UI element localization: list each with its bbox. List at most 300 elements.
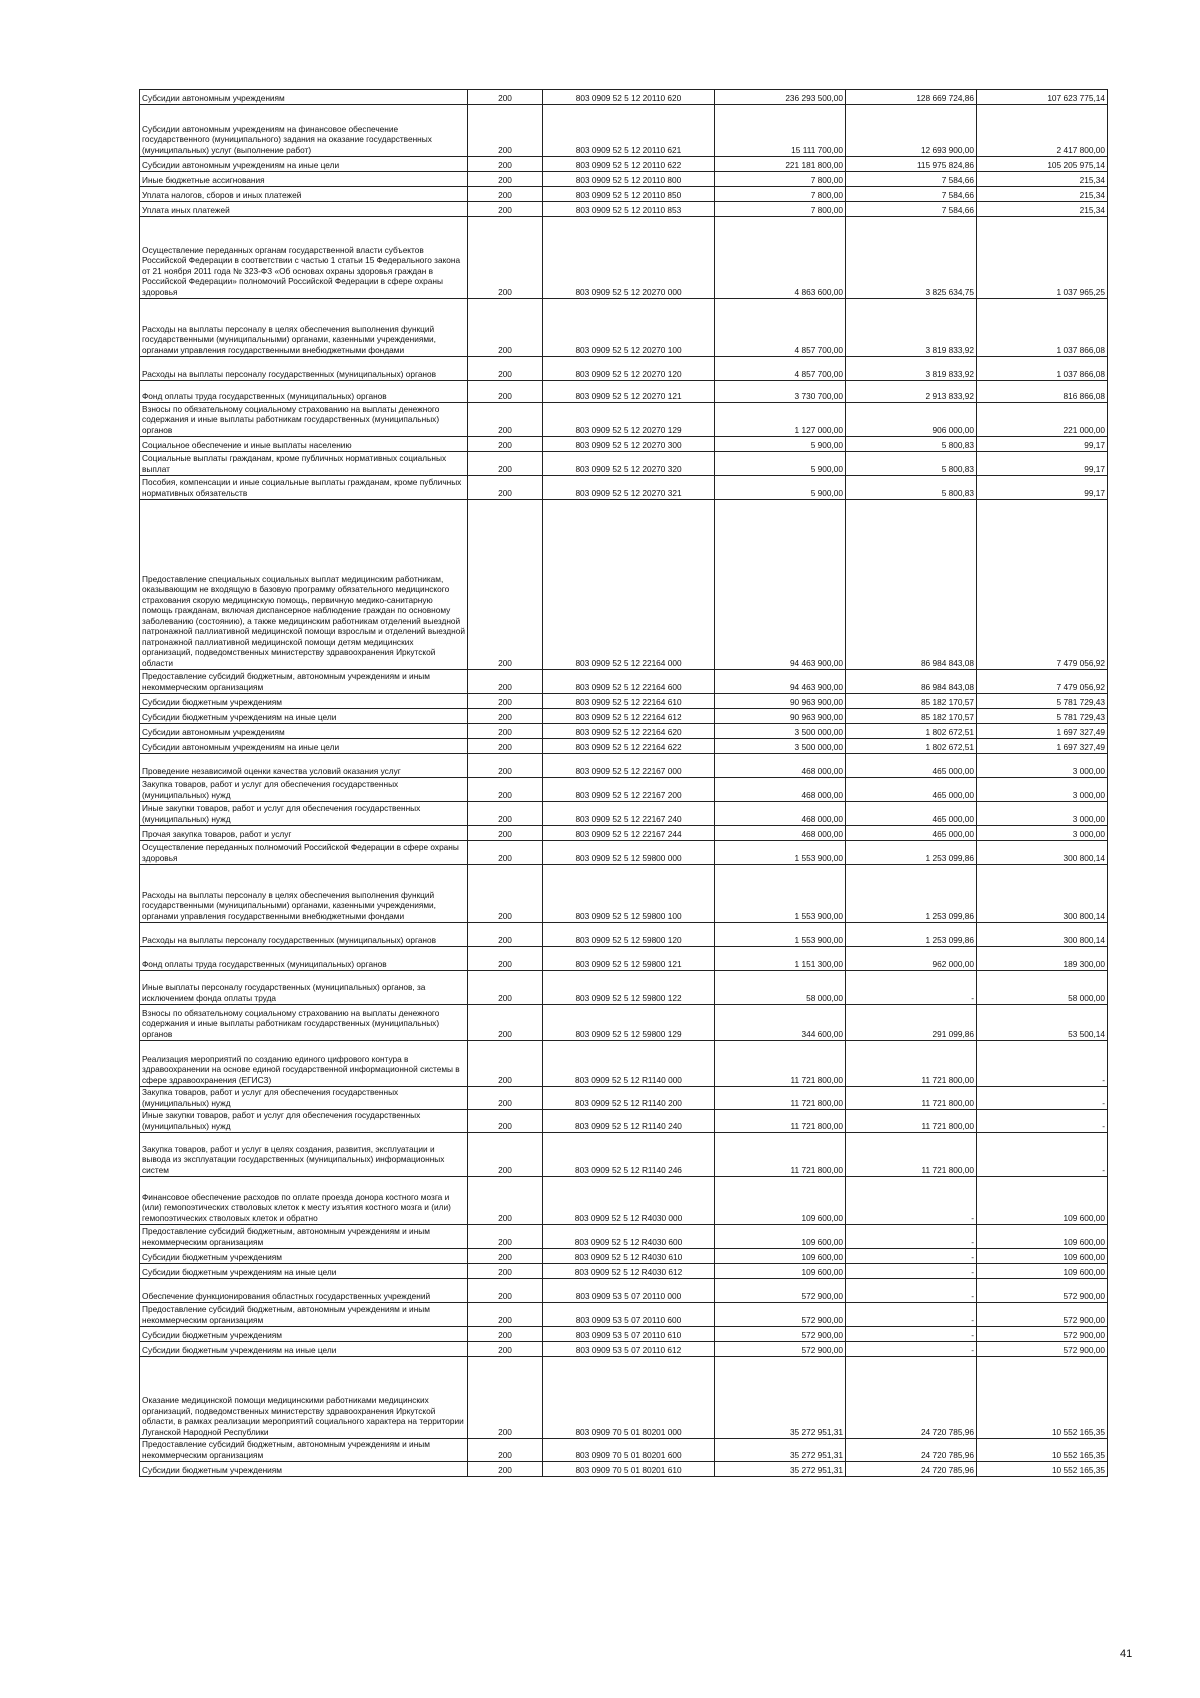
- row-unexecuted-amount-cell: 816 866,08: [977, 381, 1108, 403]
- row-name-cell: Уплата налогов, сборов и иных платежей: [140, 187, 468, 202]
- row-name-cell: Субсидии автономным учреждениям на финансовое обеспечение государственного (муниципального) задания на оказание государственных (муниципальных) услуг (выполнение работ): [140, 105, 468, 157]
- row-classification-code-cell: 803 0909 52 5 12 22167 000: [543, 754, 715, 778]
- row-approved-amount-cell: 7 800,00: [715, 172, 846, 187]
- table-row: [140, 1133, 1108, 1177]
- row-approved-amount-cell: 221 181 800,00: [715, 157, 846, 172]
- row-unexecuted-amount-cell: 1 037 866,08: [977, 357, 1108, 381]
- row-executed-amount-cell: 85 182 170,57: [846, 709, 977, 724]
- row-code-cell: 200: [468, 500, 543, 670]
- row-code-cell: 200: [468, 1041, 543, 1087]
- row-executed-amount-cell: -: [846, 971, 977, 1005]
- row-code-cell: 200: [468, 476, 543, 500]
- row-unexecuted-amount-cell: 1 697 327,49: [977, 739, 1108, 754]
- table-row: [140, 865, 1108, 923]
- row-approved-amount-cell: 468 000,00: [715, 802, 846, 826]
- row-classification-code-cell: 803 0909 52 5 12 22164 620: [543, 724, 715, 739]
- row-code-cell: 200: [468, 1303, 543, 1327]
- row-name-cell: Субсидии автономным учреждениям на иные цели: [140, 157, 468, 172]
- row-classification-code-cell: 803 0909 52 5 12 22164 600: [543, 670, 715, 694]
- row-code-cell: 200: [468, 1133, 543, 1177]
- row-executed-amount-cell: 7 584,66: [846, 202, 977, 217]
- row-executed-amount-cell: 465 000,00: [846, 826, 977, 841]
- table-row: [140, 1177, 1108, 1225]
- row-executed-amount-cell: 24 720 785,96: [846, 1357, 977, 1439]
- table-row: [140, 1279, 1108, 1303]
- row-code-cell: 200: [468, 1462, 543, 1477]
- row-classification-code-cell: 803 0909 52 5 12 20270 121: [543, 381, 715, 403]
- row-classification-code-cell: 803 0909 52 5 12 R1140 000: [543, 1041, 715, 1087]
- row-classification-code-cell: 803 0909 52 5 12 20110 620: [543, 90, 715, 105]
- row-classification-code-cell: 803 0909 52 5 12 22164 612: [543, 709, 715, 724]
- row-name-cell: Иные закупки товаров, работ и услуг для обеспечения государственных (муниципальных) нужд: [140, 802, 468, 826]
- row-classification-code-cell: 803 0909 70 5 01 80201 610: [543, 1462, 715, 1477]
- table-row: [140, 157, 1108, 172]
- table-row: [140, 381, 1108, 403]
- row-classification-code-cell: 803 0909 53 5 07 20110 612: [543, 1342, 715, 1357]
- table-row: [140, 403, 1108, 437]
- table-row: [140, 1264, 1108, 1279]
- row-executed-amount-cell: 1 253 099,86: [846, 841, 977, 865]
- row-approved-amount-cell: 109 600,00: [715, 1177, 846, 1225]
- row-code-cell: 200: [468, 172, 543, 187]
- budget-execution-table: [139, 89, 1108, 1477]
- row-approved-amount-cell: 109 600,00: [715, 1225, 846, 1249]
- row-approved-amount-cell: 3 730 700,00: [715, 381, 846, 403]
- row-code-cell: 200: [468, 202, 543, 217]
- table-row: [140, 754, 1108, 778]
- row-unexecuted-amount-cell: 3 000,00: [977, 778, 1108, 802]
- row-code-cell: 200: [468, 452, 543, 476]
- row-classification-code-cell: 803 0909 52 5 12 20110 622: [543, 157, 715, 172]
- row-unexecuted-amount-cell: 109 600,00: [977, 1249, 1108, 1264]
- page-number: 41: [1120, 1648, 1133, 1660]
- row-approved-amount-cell: 90 963 900,00: [715, 709, 846, 724]
- row-approved-amount-cell: 5 900,00: [715, 452, 846, 476]
- row-classification-code-cell: 803 0909 52 5 12 20270 000: [543, 217, 715, 299]
- row-approved-amount-cell: 4 863 600,00: [715, 217, 846, 299]
- table-row: [140, 500, 1108, 670]
- row-executed-amount-cell: 5 800,83: [846, 476, 977, 500]
- row-unexecuted-amount-cell: -: [977, 1133, 1108, 1177]
- row-name-cell: Расходы на выплаты персоналу государственных (муниципальных) органов: [140, 923, 468, 947]
- row-unexecuted-amount-cell: 109 600,00: [977, 1225, 1108, 1249]
- row-unexecuted-amount-cell: 189 300,00: [977, 947, 1108, 971]
- row-unexecuted-amount-cell: 1 037 866,08: [977, 299, 1108, 357]
- row-name-cell: Субсидии бюджетным учреждениям: [140, 1249, 468, 1264]
- row-unexecuted-amount-cell: 109 600,00: [977, 1264, 1108, 1279]
- row-executed-amount-cell: 86 984 843,08: [846, 500, 977, 670]
- row-executed-amount-cell: 465 000,00: [846, 754, 977, 778]
- row-name-cell: Финансовое обеспечение расходов по оплате проезда донора костного мозга и (или) гемопоэтических стволовых клеток к месту изъятия костного мозга и (или) гемопоэтических стволовых клеток и обратно: [140, 1177, 468, 1225]
- row-classification-code-cell: 803 0909 52 5 12 22167 240: [543, 802, 715, 826]
- row-name-cell: Фонд оплаты труда государственных (муниципальных) органов: [140, 947, 468, 971]
- row-executed-amount-cell: 906 000,00: [846, 403, 977, 437]
- table-row: [140, 1041, 1108, 1087]
- row-classification-code-cell: 803 0909 52 5 12 R4030 600: [543, 1225, 715, 1249]
- row-approved-amount-cell: 344 600,00: [715, 1005, 846, 1041]
- row-approved-amount-cell: 572 900,00: [715, 1279, 846, 1303]
- row-code-cell: 200: [468, 670, 543, 694]
- row-code-cell: 200: [468, 724, 543, 739]
- row-name-cell: Субсидии автономным учреждениям: [140, 724, 468, 739]
- table-row: [140, 1005, 1108, 1041]
- row-unexecuted-amount-cell: 99,17: [977, 476, 1108, 500]
- table-row: [140, 1303, 1108, 1327]
- row-approved-amount-cell: 109 600,00: [715, 1264, 846, 1279]
- row-approved-amount-cell: 572 900,00: [715, 1342, 846, 1357]
- row-code-cell: 200: [468, 403, 543, 437]
- row-classification-code-cell: 803 0909 70 5 01 80201 600: [543, 1439, 715, 1462]
- row-classification-code-cell: 803 0909 52 5 12 R4030 000: [543, 1177, 715, 1225]
- row-approved-amount-cell: 4 857 700,00: [715, 299, 846, 357]
- row-name-cell: Осуществление переданных полномочий Российской Федерации в сфере охраны здоровья: [140, 841, 468, 865]
- row-code-cell: 200: [468, 1005, 543, 1041]
- row-code-cell: 200: [468, 437, 543, 452]
- row-classification-code-cell: 803 0909 52 5 12 20270 320: [543, 452, 715, 476]
- row-code-cell: 200: [468, 694, 543, 709]
- row-code-cell: 200: [468, 157, 543, 172]
- row-name-cell: Осуществление переданных органам государственной власти субъектов Российской Федерации в соответствии с частью 1 статьи 15 Федерального закона от 21 ноября 2011 года № 323-ФЗ «Об основах охраны здоровья граждан в Российской Федерации» полномочий Российской Федерации в сфере охраны здоровья: [140, 217, 468, 299]
- row-classification-code-cell: 803 0909 52 5 12 R4030 612: [543, 1264, 715, 1279]
- row-unexecuted-amount-cell: 572 900,00: [977, 1303, 1108, 1327]
- row-code-cell: 200: [468, 1279, 543, 1303]
- row-unexecuted-amount-cell: 109 600,00: [977, 1177, 1108, 1225]
- row-approved-amount-cell: 572 900,00: [715, 1327, 846, 1342]
- row-executed-amount-cell: -: [846, 1225, 977, 1249]
- row-approved-amount-cell: 58 000,00: [715, 971, 846, 1005]
- table-row: [140, 709, 1108, 724]
- table-row: [140, 826, 1108, 841]
- row-name-cell: Иные выплаты персоналу государственных (муниципальных) органов, за исключением фонда оплаты труда: [140, 971, 468, 1005]
- row-name-cell: Оказание медицинской помощи медицинскими работниками медицинских организаций, подведомственных министерству здравоохранения Иркутской области, в рамках реализации мероприятий социального характера на территории Луганской Народной Республики: [140, 1357, 468, 1439]
- row-code-cell: 200: [468, 381, 543, 403]
- row-executed-amount-cell: 5 800,83: [846, 437, 977, 452]
- row-unexecuted-amount-cell: -: [977, 1041, 1108, 1087]
- row-executed-amount-cell: 24 720 785,96: [846, 1462, 977, 1477]
- row-unexecuted-amount-cell: 572 900,00: [977, 1279, 1108, 1303]
- table-row: [140, 299, 1108, 357]
- row-code-cell: 200: [468, 1327, 543, 1342]
- row-classification-code-cell: 803 0909 52 5 12 R1140 200: [543, 1087, 715, 1110]
- row-code-cell: 200: [468, 947, 543, 971]
- row-executed-amount-cell: -: [846, 1327, 977, 1342]
- row-name-cell: Закупка товаров, работ и услуг для обеспечения государственных (муниципальных) нужд: [140, 778, 468, 802]
- row-name-cell: Реализация мероприятий по созданию единого цифрового контура в здравоохранении на основе единой государственной информационной системы в сфере здравоохранения (ЕГИСЗ): [140, 1041, 468, 1087]
- row-name-cell: Проведение независимой оценки качества условий оказания услуг: [140, 754, 468, 778]
- row-unexecuted-amount-cell: 2 417 800,00: [977, 105, 1108, 157]
- table-row: [140, 1357, 1108, 1439]
- row-executed-amount-cell: 291 099,86: [846, 1005, 977, 1041]
- row-classification-code-cell: 803 0909 52 5 12 59800 122: [543, 971, 715, 1005]
- row-classification-code-cell: 803 0909 52 5 12 59800 120: [543, 923, 715, 947]
- table-row: [140, 1439, 1108, 1462]
- row-code-cell: 200: [468, 1087, 543, 1110]
- row-executed-amount-cell: 3 819 833,92: [846, 299, 977, 357]
- table-row: [140, 778, 1108, 802]
- row-unexecuted-amount-cell: 1 037 965,25: [977, 217, 1108, 299]
- row-approved-amount-cell: 94 463 900,00: [715, 670, 846, 694]
- table-row: [140, 217, 1108, 299]
- row-approved-amount-cell: 1 151 300,00: [715, 947, 846, 971]
- row-approved-amount-cell: 4 857 700,00: [715, 357, 846, 381]
- row-executed-amount-cell: -: [846, 1303, 977, 1327]
- table-row: [140, 1249, 1108, 1264]
- row-name-cell: Предоставление специальных социальных выплат медицинским работникам, оказывающим не входящую в базовую программу обязательного медицинского страхования скорую медицинскую помощь, первичную медико-санитарную помощь гражданам, включая диспансерное наблюдение граждан по основному заболеванию (состоянию), а также медицинским работникам отделений выездной патронажной паллиативной медицинской помощи взрослым и отделений выездной патронажной паллиативной медицинской помощи детям медицинских организаций, подведомственных министерству здравоохранения Иркутской области: [140, 500, 468, 670]
- row-name-cell: Закупка товаров, работ и услуг в целях создания, развития, эксплуатации и вывода из эксплуатации государственных (муниципальных) информационных систем: [140, 1133, 468, 1177]
- row-name-cell: Субсидии бюджетным учреждениям на иные цели: [140, 1264, 468, 1279]
- row-classification-code-cell: 803 0909 52 5 12 59800 000: [543, 841, 715, 865]
- table-row: [140, 1342, 1108, 1357]
- row-name-cell: Субсидии бюджетным учреждениям на иные цели: [140, 1342, 468, 1357]
- row-name-cell: Взносы по обязательному социальному страхованию на выплаты денежного содержания и иные выплаты работникам государственных (муниципальных) органов: [140, 1005, 468, 1041]
- table-row: [140, 739, 1108, 754]
- row-classification-code-cell: 803 0909 52 5 12 20270 100: [543, 299, 715, 357]
- row-unexecuted-amount-cell: 7 479 056,92: [977, 500, 1108, 670]
- row-unexecuted-amount-cell: 3 000,00: [977, 826, 1108, 841]
- row-unexecuted-amount-cell: 3 000,00: [977, 802, 1108, 826]
- table-row: [140, 90, 1108, 105]
- row-code-cell: 200: [468, 841, 543, 865]
- row-executed-amount-cell: 2 913 833,92: [846, 381, 977, 403]
- row-approved-amount-cell: 468 000,00: [715, 826, 846, 841]
- row-code-cell: 200: [468, 971, 543, 1005]
- row-approved-amount-cell: 11 721 800,00: [715, 1041, 846, 1087]
- row-approved-amount-cell: 1 553 900,00: [715, 841, 846, 865]
- row-unexecuted-amount-cell: 300 800,14: [977, 865, 1108, 923]
- row-unexecuted-amount-cell: 215,34: [977, 202, 1108, 217]
- row-executed-amount-cell: 85 182 170,57: [846, 694, 977, 709]
- row-unexecuted-amount-cell: 53 500,14: [977, 1005, 1108, 1041]
- row-classification-code-cell: 803 0909 52 5 12 59800 129: [543, 1005, 715, 1041]
- row-code-cell: 200: [468, 90, 543, 105]
- row-executed-amount-cell: 962 000,00: [846, 947, 977, 971]
- table-row: [140, 802, 1108, 826]
- row-unexecuted-amount-cell: 99,17: [977, 437, 1108, 452]
- row-approved-amount-cell: 468 000,00: [715, 754, 846, 778]
- row-code-cell: 200: [468, 1342, 543, 1357]
- row-unexecuted-amount-cell: 215,34: [977, 187, 1108, 202]
- table-row: [140, 437, 1108, 452]
- row-code-cell: 200: [468, 299, 543, 357]
- row-approved-amount-cell: 1 127 000,00: [715, 403, 846, 437]
- row-classification-code-cell: 803 0909 52 5 12 20270 300: [543, 437, 715, 452]
- row-approved-amount-cell: 572 900,00: [715, 1303, 846, 1327]
- row-approved-amount-cell: 109 600,00: [715, 1249, 846, 1264]
- row-executed-amount-cell: 3 819 833,92: [846, 357, 977, 381]
- table-row: [140, 1462, 1108, 1477]
- row-unexecuted-amount-cell: 99,17: [977, 452, 1108, 476]
- table-row: [140, 1225, 1108, 1249]
- row-classification-code-cell: 803 0909 52 5 12 20110 850: [543, 187, 715, 202]
- row-name-cell: Предоставление субсидий бюджетным, автономным учреждениям и иным некоммерческим организациям: [140, 1225, 468, 1249]
- row-approved-amount-cell: 7 800,00: [715, 202, 846, 217]
- row-unexecuted-amount-cell: 105 205 975,14: [977, 157, 1108, 172]
- row-executed-amount-cell: 11 721 800,00: [846, 1041, 977, 1087]
- row-unexecuted-amount-cell: 300 800,14: [977, 841, 1108, 865]
- row-unexecuted-amount-cell: 7 479 056,92: [977, 670, 1108, 694]
- table-row: [140, 187, 1108, 202]
- row-approved-amount-cell: 35 272 951,31: [715, 1462, 846, 1477]
- row-unexecuted-amount-cell: 10 552 165,35: [977, 1462, 1108, 1477]
- row-classification-code-cell: 803 0909 53 5 07 20110 000: [543, 1279, 715, 1303]
- row-executed-amount-cell: 24 720 785,96: [846, 1439, 977, 1462]
- row-unexecuted-amount-cell: 300 800,14: [977, 923, 1108, 947]
- row-approved-amount-cell: 90 963 900,00: [715, 694, 846, 709]
- row-classification-code-cell: 803 0909 52 5 12 22164 610: [543, 694, 715, 709]
- row-executed-amount-cell: 465 000,00: [846, 802, 977, 826]
- row-executed-amount-cell: -: [846, 1279, 977, 1303]
- row-unexecuted-amount-cell: 5 781 729,43: [977, 694, 1108, 709]
- row-approved-amount-cell: 468 000,00: [715, 778, 846, 802]
- row-code-cell: 200: [468, 802, 543, 826]
- row-name-cell: Фонд оплаты труда государственных (муниципальных) органов: [140, 381, 468, 403]
- table-row: [140, 105, 1108, 157]
- row-executed-amount-cell: -: [846, 1249, 977, 1264]
- row-name-cell: Субсидии автономным учреждениям: [140, 90, 468, 105]
- row-name-cell: Уплата иных платежей: [140, 202, 468, 217]
- row-unexecuted-amount-cell: 107 623 775,14: [977, 90, 1108, 105]
- table-row: [140, 694, 1108, 709]
- row-name-cell: Субсидии бюджетным учреждениям: [140, 1327, 468, 1342]
- row-unexecuted-amount-cell: 215,34: [977, 172, 1108, 187]
- row-code-cell: 200: [468, 1225, 543, 1249]
- row-name-cell: Пособия, компенсации и иные социальные выплаты гражданам, кроме публичных нормативных обязательств: [140, 476, 468, 500]
- row-classification-code-cell: 803 0909 53 5 07 20110 610: [543, 1327, 715, 1342]
- table-row: [140, 476, 1108, 500]
- row-executed-amount-cell: 1 802 672,51: [846, 724, 977, 739]
- row-name-cell: Предоставление субсидий бюджетным, автономным учреждениям и иным некоммерческим организациям: [140, 1303, 468, 1327]
- row-executed-amount-cell: 465 000,00: [846, 778, 977, 802]
- row-name-cell: Социальные выплаты гражданам, кроме публичных нормативных социальных выплат: [140, 452, 468, 476]
- row-name-cell: Иные бюджетные ассигнования: [140, 172, 468, 187]
- row-unexecuted-amount-cell: 58 000,00: [977, 971, 1108, 1005]
- row-code-cell: 200: [468, 187, 543, 202]
- row-name-cell: Субсидии автономным учреждениям на иные цели: [140, 739, 468, 754]
- row-executed-amount-cell: 128 669 724,86: [846, 90, 977, 105]
- row-name-cell: Субсидии бюджетным учреждениям: [140, 1462, 468, 1477]
- row-classification-code-cell: 803 0909 52 5 12 22164 000: [543, 500, 715, 670]
- row-code-cell: 200: [468, 1249, 543, 1264]
- row-code-cell: 200: [468, 754, 543, 778]
- row-approved-amount-cell: 3 500 000,00: [715, 724, 846, 739]
- row-executed-amount-cell: 12 693 900,00: [846, 105, 977, 157]
- row-unexecuted-amount-cell: 10 552 165,35: [977, 1439, 1108, 1462]
- row-classification-code-cell: 803 0909 52 5 12 20110 621: [543, 105, 715, 157]
- table-row: [140, 923, 1108, 947]
- row-code-cell: 200: [468, 1110, 543, 1133]
- row-executed-amount-cell: -: [846, 1264, 977, 1279]
- row-approved-amount-cell: 11 721 800,00: [715, 1110, 846, 1133]
- row-classification-code-cell: 803 0909 52 5 12 59800 100: [543, 865, 715, 923]
- row-approved-amount-cell: 5 900,00: [715, 437, 846, 452]
- row-approved-amount-cell: 94 463 900,00: [715, 500, 846, 670]
- row-unexecuted-amount-cell: 3 000,00: [977, 754, 1108, 778]
- row-name-cell: Расходы на выплаты персоналу в целях обеспечения выполнения функций государственными (муниципальными) органами, казенными учреждениями, органами управления государственными внебюджетными фондами: [140, 865, 468, 923]
- row-name-cell: Субсидии бюджетным учреждениям на иные цели: [140, 709, 468, 724]
- table-row: [140, 724, 1108, 739]
- row-code-cell: 200: [468, 923, 543, 947]
- row-classification-code-cell: 803 0909 52 5 12 20270 129: [543, 403, 715, 437]
- row-approved-amount-cell: 15 111 700,00: [715, 105, 846, 157]
- row-unexecuted-amount-cell: 572 900,00: [977, 1327, 1108, 1342]
- row-name-cell: Предоставление субсидий бюджетным, автономным учреждениям и иным некоммерческим организациям: [140, 670, 468, 694]
- row-executed-amount-cell: 11 721 800,00: [846, 1133, 977, 1177]
- row-approved-amount-cell: 3 500 000,00: [715, 739, 846, 754]
- table-body: [140, 90, 1108, 1477]
- table-row: [140, 971, 1108, 1005]
- row-name-cell: Субсидии бюджетным учреждениям: [140, 694, 468, 709]
- row-unexecuted-amount-cell: 5 781 729,43: [977, 709, 1108, 724]
- row-name-cell: Расходы на выплаты персоналу в целях обеспечения выполнения функций государственными (муниципальными) органами, казенными учреждениями, органами управления государственными внебюджетными фондами: [140, 299, 468, 357]
- table-row: [140, 947, 1108, 971]
- row-approved-amount-cell: 35 272 951,31: [715, 1357, 846, 1439]
- row-executed-amount-cell: 1 253 099,86: [846, 865, 977, 923]
- row-name-cell: Иные закупки товаров, работ и услуг для обеспечения государственных (муниципальных) нужд: [140, 1110, 468, 1133]
- row-name-cell: Социальное обеспечение и иные выплаты населению: [140, 437, 468, 452]
- row-name-cell: Обеспечение функционирования областных государственных учреждений: [140, 1279, 468, 1303]
- row-classification-code-cell: 803 0909 53 5 07 20110 600: [543, 1303, 715, 1327]
- row-executed-amount-cell: 11 721 800,00: [846, 1110, 977, 1133]
- row-executed-amount-cell: 86 984 843,08: [846, 670, 977, 694]
- row-name-cell: Прочая закупка товаров, работ и услуг: [140, 826, 468, 841]
- row-code-cell: 200: [468, 865, 543, 923]
- row-code-cell: 200: [468, 105, 543, 157]
- row-classification-code-cell: 803 0909 52 5 12 22167 200: [543, 778, 715, 802]
- row-classification-code-cell: 803 0909 52 5 12 20270 321: [543, 476, 715, 500]
- row-classification-code-cell: 803 0909 52 5 12 R1140 246: [543, 1133, 715, 1177]
- row-name-cell: Расходы на выплаты персоналу государственных (муниципальных) органов: [140, 357, 468, 381]
- table-row: [140, 1087, 1108, 1110]
- table-row: [140, 452, 1108, 476]
- row-unexecuted-amount-cell: 1 697 327,49: [977, 724, 1108, 739]
- row-classification-code-cell: 803 0909 52 5 12 20110 853: [543, 202, 715, 217]
- table-row: [140, 202, 1108, 217]
- row-executed-amount-cell: 1 253 099,86: [846, 923, 977, 947]
- row-code-cell: 200: [468, 1264, 543, 1279]
- row-unexecuted-amount-cell: -: [977, 1110, 1108, 1133]
- row-executed-amount-cell: 115 975 824,86: [846, 157, 977, 172]
- row-classification-code-cell: 803 0909 52 5 12 R1140 240: [543, 1110, 715, 1133]
- row-approved-amount-cell: 7 800,00: [715, 187, 846, 202]
- row-code-cell: 200: [468, 778, 543, 802]
- row-approved-amount-cell: 11 721 800,00: [715, 1087, 846, 1110]
- row-code-cell: 200: [468, 217, 543, 299]
- row-unexecuted-amount-cell: 572 900,00: [977, 1342, 1108, 1357]
- row-executed-amount-cell: -: [846, 1177, 977, 1225]
- row-code-cell: 200: [468, 709, 543, 724]
- row-unexecuted-amount-cell: 10 552 165,35: [977, 1357, 1108, 1439]
- row-code-cell: 200: [468, 826, 543, 841]
- row-code-cell: 200: [468, 739, 543, 754]
- row-code-cell: 200: [468, 1439, 543, 1462]
- row-classification-code-cell: 803 0909 70 5 01 80201 000: [543, 1357, 715, 1439]
- row-classification-code-cell: 803 0909 52 5 12 22167 244: [543, 826, 715, 841]
- row-executed-amount-cell: 7 584,66: [846, 172, 977, 187]
- row-name-cell: Взносы по обязательному социальному страхованию на выплаты денежного содержания и иные выплаты работникам государственных (муниципальных) органов: [140, 403, 468, 437]
- table-row: [140, 1327, 1108, 1342]
- row-classification-code-cell: 803 0909 52 5 12 20270 120: [543, 357, 715, 381]
- table-row: [140, 1110, 1108, 1133]
- row-code-cell: 200: [468, 1357, 543, 1439]
- row-classification-code-cell: 803 0909 52 5 12 59800 121: [543, 947, 715, 971]
- row-approved-amount-cell: 1 553 900,00: [715, 923, 846, 947]
- row-code-cell: 200: [468, 1177, 543, 1225]
- row-executed-amount-cell: 7 584,66: [846, 187, 977, 202]
- row-classification-code-cell: 803 0909 52 5 12 R4030 610: [543, 1249, 715, 1264]
- row-classification-code-cell: 803 0909 52 5 12 22164 622: [543, 739, 715, 754]
- row-executed-amount-cell: -: [846, 1342, 977, 1357]
- row-unexecuted-amount-cell: -: [977, 1087, 1108, 1110]
